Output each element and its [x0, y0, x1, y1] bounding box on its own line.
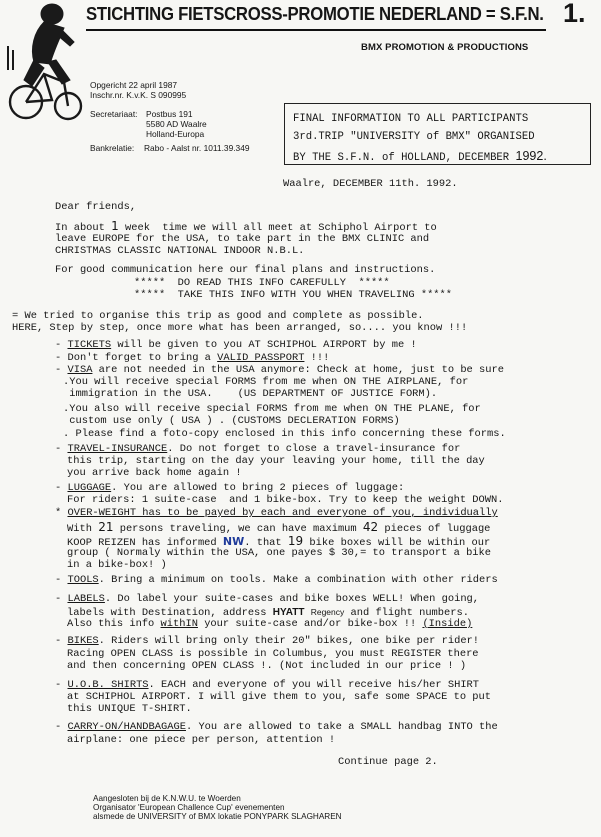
handwritten-year: 1992. [515, 149, 547, 163]
text: persons traveling, we can have maximum [113, 523, 363, 535]
body-line [55, 220, 437, 234]
address-line: 5580 AD Waalre [146, 119, 207, 129]
body-line: immigration in the USA. (US DEPARTMENT OF JUSTICE FORM). [63, 388, 438, 400]
item-text: . You are allowed to bring 2 pieces of luggage: [111, 482, 405, 494]
body-line: this UNIQUE T-SHIRT. [67, 703, 192, 715]
bank-label: Bankrelatie: [90, 143, 135, 153]
footer-line: alsmede de UNIVERSITY of BMX lokatie PONYPARK SLAGHAREN [93, 812, 342, 821]
item-title: TOOLS [67, 574, 99, 586]
list-item-passport: - Don't forget to bring a VALID PASSPORT !!! [55, 352, 330, 364]
body-line: and then concerning OPEN CLASS !. (Not included in our price ! ) [67, 660, 467, 672]
body-line: CHRISTMAS CLASSIC NATIONAL INDOOR N.B.L. [55, 245, 305, 257]
body-line: For good communication here our final plans and instructions. [55, 264, 436, 276]
item-text: . Bring a minimum on tools. Make a combination with other riders [98, 574, 498, 586]
text: pieces of luggage [378, 523, 491, 535]
body-line: .You will receive special FORMS from me when ON THE AIRPLANE, for [63, 376, 469, 388]
item-title: VALID PASSPORT [217, 352, 305, 364]
item-text: !!! [304, 352, 330, 364]
address-line: Postbus 191 [146, 109, 193, 119]
item-title: TRAVEL-INSURANCE [67, 443, 168, 455]
list-item-visa: - VISA are not needed in the USA anymore: Check at home, just to be sure [55, 364, 504, 376]
body-line: .You also will receive special FORMS from me when ON THE PLANE, for [63, 403, 481, 415]
body-line: For riders: 1 suite-case and 1 bike-box. Try to keep the weight DOWN. [67, 494, 504, 506]
list-item-overweight: * OVER-WEIGHT has to be payed by each and everyone of you, individually [55, 507, 498, 519]
list-item-luggage: - LUGGAGE. You are allowed to bring 2 pieces of luggage: [55, 482, 405, 494]
hotel-name-suffix: Regency [310, 607, 345, 617]
bank-account: Rabo - Aalst nr. 1011.39.349 [144, 143, 250, 153]
item-title: LUGGAGE [67, 482, 112, 494]
text: week time we will all meet at Schiphol Airport to [118, 222, 437, 234]
handwritten-initials: NW [222, 535, 245, 548]
list-item-shirts: - U.O.B. SHIRTS. EACH and everyone of you will receive his/her SHIRT [55, 679, 480, 691]
handwritten-number: 19 [287, 534, 304, 548]
item-text: . Do label your suite-cases and bike boxes WELL! When going, [104, 593, 480, 605]
list-item-carry-on: - CARRY-ON/HANDBAGAGE. You are allowed to take a SMALL handbag INTO the [55, 721, 498, 733]
body-line: you arrive back home again ! [67, 467, 242, 479]
list-item-tools: - TOOLS. Bring a minimum on tools. Make a combination with other riders [55, 574, 498, 586]
list-item-insurance: - TRAVEL-INSURANCE. Do not forget to close a travel-insurance for [55, 443, 461, 455]
body-line: group ( Normaly within the USA, one payes $ 30,= to transport a bike [67, 547, 492, 559]
greeting: Dear friends, [55, 201, 137, 213]
info-line-text: BY THE S.F.N. of HOLLAND, DECEMBER [293, 152, 510, 164]
handwritten-number: 1 [111, 219, 119, 233]
item-text: . Do not forget to close a travel-insurance for [167, 443, 461, 455]
body-line: in a bike-box! ) [67, 559, 167, 571]
body-line: airplane: one piece per person, attention ! [67, 734, 336, 746]
continue-note: Continue page 2. [338, 756, 438, 768]
text: In about [55, 222, 112, 234]
body-line: Racing OPEN CLASS is possible in Columbus, you must REGISTER there [67, 648, 479, 660]
header-rule [86, 29, 546, 31]
info-line [293, 150, 547, 164]
handwritten-page-number: 1. [563, 0, 586, 28]
body-line [67, 521, 490, 535]
body-line: . Please find a foto-copy enclosed in this info concerning these forms. [63, 428, 506, 440]
text: and flight numbers. [344, 607, 469, 619]
handwritten-number: 42 [362, 520, 379, 534]
text: your suite-case and/or bike-box !! [197, 618, 423, 630]
text: KOOP REIZEN has informed [67, 537, 223, 549]
text: bike boxes will be within our [303, 537, 491, 549]
body-line: this trip, starting on the day your leaving your home, till the day [67, 455, 485, 467]
item-text: Don't forget to bring a [67, 352, 218, 364]
body-line: custom use only ( USA ) . (CUSTOMS DECLERATION FORMS) [63, 415, 400, 427]
footer-line: Organisator 'European Challence Cup' evenementen [93, 803, 285, 812]
organization-subtitle: BMX PROMOTION & PRODUCTIONS [361, 42, 529, 53]
body-line: HERE, Step by step, once more what has been arranged, so.... you know !!! [12, 322, 468, 334]
address-line: Holland-Europa [146, 129, 205, 139]
text: labels with Destination, address [67, 607, 273, 619]
body-line: = We tried to organise this trip as good and complete as possible. [12, 310, 424, 322]
footer-line: Aangesloten bij de K.N.W.U. te Woerden [93, 794, 241, 803]
item-text: . You are allowed to take a SMALL handbag INTO the [185, 721, 498, 733]
organization-name: STICHTING FIETSCROSS-PROMOTIE NEDERLAND = S.F.N. [86, 4, 544, 24]
handwritten-number: 21 [98, 520, 114, 534]
item-title: BIKES [67, 635, 99, 647]
emphasis-line: ***** DO READ THIS INFO CAREFULLY ***** [134, 277, 390, 289]
list-item-labels: - LABELS. Do label your suite-cases and bike boxes WELL! When going, [55, 593, 480, 605]
text: With [67, 523, 99, 535]
item-title: LABELS [67, 593, 105, 605]
item-title: U.O.B. SHIRTS [67, 679, 149, 691]
text: Also this info [67, 618, 161, 630]
body-line: at SCHIPHOL AIRPORT. I will give them to you, safe some SPACE to put [67, 691, 492, 703]
body-line: leave EUROPE for the USA, to take part in the BMX CLINIC and [55, 233, 430, 245]
item-text: . Riders will bring only their 20" bikes, one bike per rider! [98, 635, 480, 647]
list-item-bikes: - BIKES. Riders will bring only their 20" bikes, one bike per rider! [55, 635, 480, 647]
item-text: are not needed in the USA anymore: Check at home, just to be sure [92, 364, 504, 376]
item-title: TICKETS [67, 339, 112, 351]
info-line: 3rd.TRIP "UNIVERSITY of BMX" ORGANISED [293, 131, 535, 143]
text: . that [244, 537, 288, 549]
item-title: CARRY-ON/HANDBAGAGE [67, 721, 186, 733]
body-line [67, 618, 472, 630]
dateline: Waalre, DECEMBER 11th. 1992. [283, 178, 458, 190]
item-text: . EACH and everyone of you will receive his/her SHIRT [148, 679, 480, 691]
chamber-registration: Inschr.nr. K.v.K. S 090995 [90, 90, 187, 100]
emphasized-text: (Inside) [422, 618, 473, 630]
emphasis-line: ***** TAKE THIS INFO WITH YOU WHEN TRAVELING ***** [134, 289, 453, 301]
item-text: will be given to you AT SCHIPHOL AIRPORT by me ! [111, 339, 417, 351]
bmx-rider-logo [4, 2, 84, 134]
secretariat-label: Secretariaat: [90, 109, 138, 119]
emphasized-text: withIN [160, 618, 198, 630]
hotel-name: HYATT [272, 607, 305, 618]
info-line: FINAL INFORMATION TO ALL PARTICIPANTS [293, 113, 529, 125]
item-title: VISA [67, 364, 93, 376]
founded-date: Opgericht 22 april 1987 [90, 80, 178, 90]
list-item-tickets: - TICKETS will be given to you AT SCHIPHOL AIRPORT by me ! [55, 339, 417, 351]
item-title: OVER-WEIGHT has to be payed by each and everyone of you, individually [67, 507, 498, 519]
